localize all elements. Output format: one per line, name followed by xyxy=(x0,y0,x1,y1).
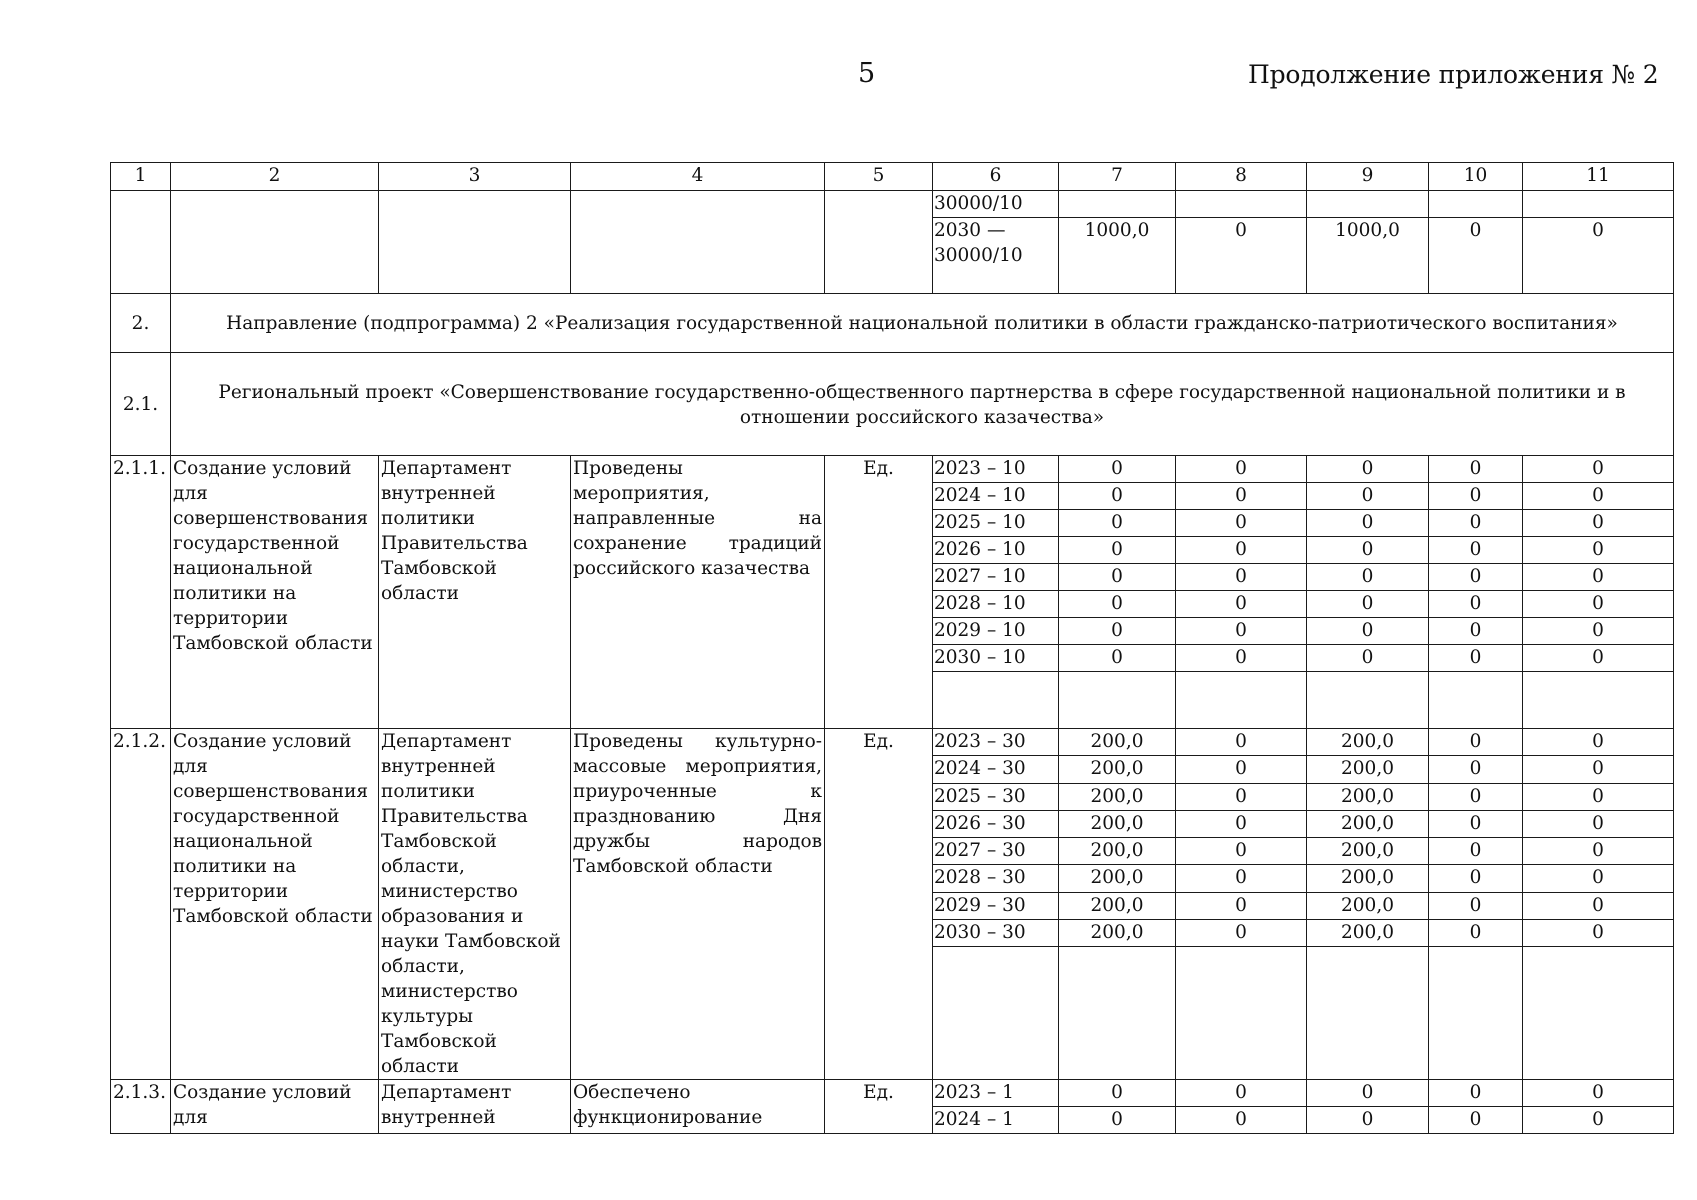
value-cell: 0 xyxy=(1307,456,1429,483)
empty-cell xyxy=(1176,672,1307,729)
value-cell: 1000,0 xyxy=(1307,218,1429,294)
empty-cell xyxy=(379,191,571,294)
value-cell: 0 xyxy=(1307,1080,1429,1107)
value-cell: 0 xyxy=(1523,645,1674,672)
project-number: 2.1.1. xyxy=(111,456,171,729)
value-cell: 0 xyxy=(1307,618,1429,645)
year-value-cell: 2024 – 30 xyxy=(933,756,1059,783)
value-cell: 0 xyxy=(1429,1080,1523,1107)
value-cell: 0 xyxy=(1523,483,1674,510)
value-cell: 200,0 xyxy=(1059,892,1176,919)
project-name: Создание условий для xyxy=(171,1080,379,1134)
value-cell: 200,0 xyxy=(1307,810,1429,837)
project-name: Создание условий для совершенствования государственной национальной политики на территории Тамбовской области xyxy=(171,456,379,729)
section-row xyxy=(111,294,1674,353)
value-cell: 0 xyxy=(1176,483,1307,510)
year-value-cell: 2028 – 30 xyxy=(933,865,1059,892)
value-cell: 0 xyxy=(1523,865,1674,892)
value-cell: 0 xyxy=(1523,1107,1674,1134)
project-number: 2.1.2. xyxy=(111,729,171,1080)
column-number: 6 xyxy=(933,163,1059,191)
year-value-cell: 2030 – 30 xyxy=(933,920,1059,947)
page-number: 5 xyxy=(858,58,876,89)
value-cell: 0 xyxy=(1307,510,1429,537)
value-cell: 200,0 xyxy=(1059,838,1176,865)
value-cell: 0 xyxy=(1429,537,1523,564)
value-cell: 0 xyxy=(1176,1080,1307,1107)
value-cell: 1000,0 xyxy=(1059,218,1176,294)
project-executor: Департамент внутренней политики Правительства Тамбовской области xyxy=(379,456,571,729)
empty-cell xyxy=(111,191,171,294)
value-cell: 0 xyxy=(1176,591,1307,618)
value-cell: 200,0 xyxy=(1307,892,1429,919)
column-number: 1 xyxy=(111,163,171,191)
project-executor: Департамент внутренней xyxy=(379,1080,571,1134)
value-cell: 0 xyxy=(1523,838,1674,865)
value-cell: 0 xyxy=(1523,591,1674,618)
value-cell: 0 xyxy=(1176,645,1307,672)
year-value-cell: 2029 – 10 xyxy=(933,618,1059,645)
empty-cell xyxy=(1307,672,1429,729)
empty-cell xyxy=(1429,672,1523,729)
value-cell: 0 xyxy=(1059,564,1176,591)
column-number: 2 xyxy=(171,163,379,191)
value-cell: 0 xyxy=(1429,483,1523,510)
value-cell: 0 xyxy=(1307,564,1429,591)
value-cell: 0 xyxy=(1523,456,1674,483)
value-cell: 0 xyxy=(1176,218,1307,294)
value-cell xyxy=(1307,191,1429,218)
column-number-row xyxy=(111,163,1674,191)
value-cell: 200,0 xyxy=(1307,783,1429,810)
value-cell: 0 xyxy=(1429,1107,1523,1134)
value-cell: 200,0 xyxy=(1307,756,1429,783)
year-value-cell: 2025 – 10 xyxy=(933,510,1059,537)
value-cell: 200,0 xyxy=(1307,729,1429,756)
value-cell: 0 xyxy=(1176,810,1307,837)
value-cell: 200,0 xyxy=(1059,729,1176,756)
section-row xyxy=(111,353,1674,456)
value-cell: 200,0 xyxy=(1059,756,1176,783)
value-cell: 0 xyxy=(1523,510,1674,537)
value-cell: 0 xyxy=(1059,456,1176,483)
column-number: 3 xyxy=(379,163,571,191)
value-cell: 0 xyxy=(1523,537,1674,564)
value-cell: 0 xyxy=(1429,456,1523,483)
value-cell: 0 xyxy=(1176,456,1307,483)
value-cell: 200,0 xyxy=(1059,865,1176,892)
value-cell: 0 xyxy=(1523,729,1674,756)
value-cell: 0 xyxy=(1176,510,1307,537)
section-title: Региональный проект «Совершенствование государственно-общественного партнерства в сфере государственной национальной политики и в отношении российского казачества» xyxy=(171,353,1674,456)
value-cell: 0 xyxy=(1059,537,1176,564)
empty-cell xyxy=(571,191,825,294)
table-row xyxy=(111,1080,1674,1107)
value-cell: 0 xyxy=(1429,510,1523,537)
value-cell: 0 xyxy=(1429,645,1523,672)
appendix-label: Продолжение приложения № 2 xyxy=(1248,60,1659,89)
project-executor: Департамент внутренней политики Правительства Тамбовской области, министерство образования и науки Тамбовской области, министерство культуры Тамбовской области xyxy=(379,729,571,1080)
value-cell: 0 xyxy=(1176,920,1307,947)
value-cell: 0 xyxy=(1059,591,1176,618)
value-cell: 200,0 xyxy=(1059,920,1176,947)
value-cell: 0 xyxy=(1429,838,1523,865)
value-cell xyxy=(1523,191,1674,218)
value-cell: 0 xyxy=(1429,865,1523,892)
value-cell: 0 xyxy=(1523,892,1674,919)
empty-cell xyxy=(1176,947,1307,1080)
unit-cell: Ед. xyxy=(825,729,933,1080)
value-cell: 0 xyxy=(1429,810,1523,837)
value-cell: 0 xyxy=(1523,920,1674,947)
year-value-cell: 2026 – 10 xyxy=(933,537,1059,564)
value-cell: 0 xyxy=(1523,618,1674,645)
column-number: 4 xyxy=(571,163,825,191)
value-cell: 200,0 xyxy=(1307,920,1429,947)
value-cell xyxy=(1176,191,1307,218)
year-value-cell: 2024 – 10 xyxy=(933,483,1059,510)
year-value-cell: 2028 – 10 xyxy=(933,591,1059,618)
value-cell: 0 xyxy=(1523,756,1674,783)
empty-cell xyxy=(933,672,1059,729)
empty-cell xyxy=(1523,672,1674,729)
value-cell: 0 xyxy=(1523,564,1674,591)
value-cell: 0 xyxy=(1059,645,1176,672)
section-title: Направление (подпрограмма) 2 «Реализация государственной национальной политики в области гражданско-патриотического воспитания» xyxy=(171,294,1674,353)
value-cell: 0 xyxy=(1429,729,1523,756)
empty-cell xyxy=(1523,947,1674,1080)
value-cell: 0 xyxy=(1176,564,1307,591)
value-cell: 0 xyxy=(1307,1107,1429,1134)
value-cell: 0 xyxy=(1307,483,1429,510)
value-cell: 0 xyxy=(1059,618,1176,645)
value-cell: 0 xyxy=(1429,618,1523,645)
value-cell: 0 xyxy=(1176,618,1307,645)
value-cell: 0 xyxy=(1176,865,1307,892)
year-value-cell: 2023 – 1 xyxy=(933,1080,1059,1107)
value-cell: 0 xyxy=(1176,756,1307,783)
empty-cell xyxy=(1307,947,1429,1080)
projects-body xyxy=(111,456,1674,1134)
value-cell: 0 xyxy=(1059,1107,1176,1134)
year-value-cell: 2025 – 30 xyxy=(933,783,1059,810)
value-cell: 0 xyxy=(1523,783,1674,810)
program-table xyxy=(110,162,1674,1134)
unit-cell: Ед. xyxy=(825,1080,933,1134)
project-name: Создание условий для совершенствования государственной национальной политики на территории Тамбовской области xyxy=(171,729,379,1080)
column-number: 5 xyxy=(825,163,933,191)
value-cell: 0 xyxy=(1523,1080,1674,1107)
value-cell: 0 xyxy=(1176,838,1307,865)
table-row xyxy=(111,729,1674,756)
value-cell xyxy=(1059,191,1176,218)
value-cell xyxy=(1429,191,1523,218)
empty-cell xyxy=(825,191,933,294)
value-cell: 0 xyxy=(1307,645,1429,672)
value-cell: 0 xyxy=(1176,783,1307,810)
value-cell: 0 xyxy=(1429,218,1523,294)
table-row xyxy=(111,456,1674,483)
year-value-cell: 2023 – 10 xyxy=(933,456,1059,483)
year-value-cell: 30000/10 xyxy=(933,191,1059,218)
project-number: 2.1.3. xyxy=(111,1080,171,1134)
table-row xyxy=(111,191,1674,218)
year-value-cell: 2027 – 10 xyxy=(933,564,1059,591)
section-number: 2.1. xyxy=(111,353,171,456)
year-value-cell: 2026 – 30 xyxy=(933,810,1059,837)
project-result: Проведены культурно-массовые мероприятия, приуроченные к празднованию Дня дружбы народов Тамбовской области xyxy=(571,729,825,1080)
value-cell: 0 xyxy=(1307,591,1429,618)
value-cell: 200,0 xyxy=(1059,783,1176,810)
value-cell: 0 xyxy=(1429,564,1523,591)
value-cell: 0 xyxy=(1176,1107,1307,1134)
value-cell: 200,0 xyxy=(1307,865,1429,892)
year-value-cell: 2030 — 30000/10 xyxy=(933,218,1059,294)
empty-cell xyxy=(933,947,1059,1080)
project-result: Обеспечено функционирование xyxy=(571,1080,825,1134)
unit-cell: Ед. xyxy=(825,456,933,729)
value-cell: 0 xyxy=(1429,756,1523,783)
project-result: Проведены мероприятия, направленные на сохранение традиций российского казачества xyxy=(571,456,825,729)
value-cell: 0 xyxy=(1307,537,1429,564)
value-cell: 200,0 xyxy=(1059,810,1176,837)
empty-cell xyxy=(1059,947,1176,1080)
value-cell: 0 xyxy=(1429,783,1523,810)
column-number: 11 xyxy=(1523,163,1674,191)
year-value-cell: 2030 – 10 xyxy=(933,645,1059,672)
value-cell: 0 xyxy=(1523,810,1674,837)
value-cell: 200,0 xyxy=(1307,838,1429,865)
value-cell: 0 xyxy=(1059,483,1176,510)
value-cell: 0 xyxy=(1176,537,1307,564)
empty-cell xyxy=(1059,672,1176,729)
value-cell: 0 xyxy=(1429,892,1523,919)
year-value-cell: 2024 – 1 xyxy=(933,1107,1059,1134)
value-cell: 0 xyxy=(1059,1080,1176,1107)
column-number: 8 xyxy=(1176,163,1307,191)
value-cell: 0 xyxy=(1059,510,1176,537)
empty-cell xyxy=(171,191,379,294)
value-cell: 0 xyxy=(1523,218,1674,294)
year-value-cell: 2029 – 30 xyxy=(933,892,1059,919)
empty-cell xyxy=(1429,947,1523,1080)
year-value-cell: 2027 – 30 xyxy=(933,838,1059,865)
column-number: 9 xyxy=(1307,163,1429,191)
value-cell: 0 xyxy=(1429,920,1523,947)
column-number: 10 xyxy=(1429,163,1523,191)
value-cell: 0 xyxy=(1429,591,1523,618)
column-number: 7 xyxy=(1059,163,1176,191)
year-value-cell: 2023 – 30 xyxy=(933,729,1059,756)
value-cell: 0 xyxy=(1176,729,1307,756)
section-number: 2. xyxy=(111,294,171,353)
value-cell: 0 xyxy=(1176,892,1307,919)
